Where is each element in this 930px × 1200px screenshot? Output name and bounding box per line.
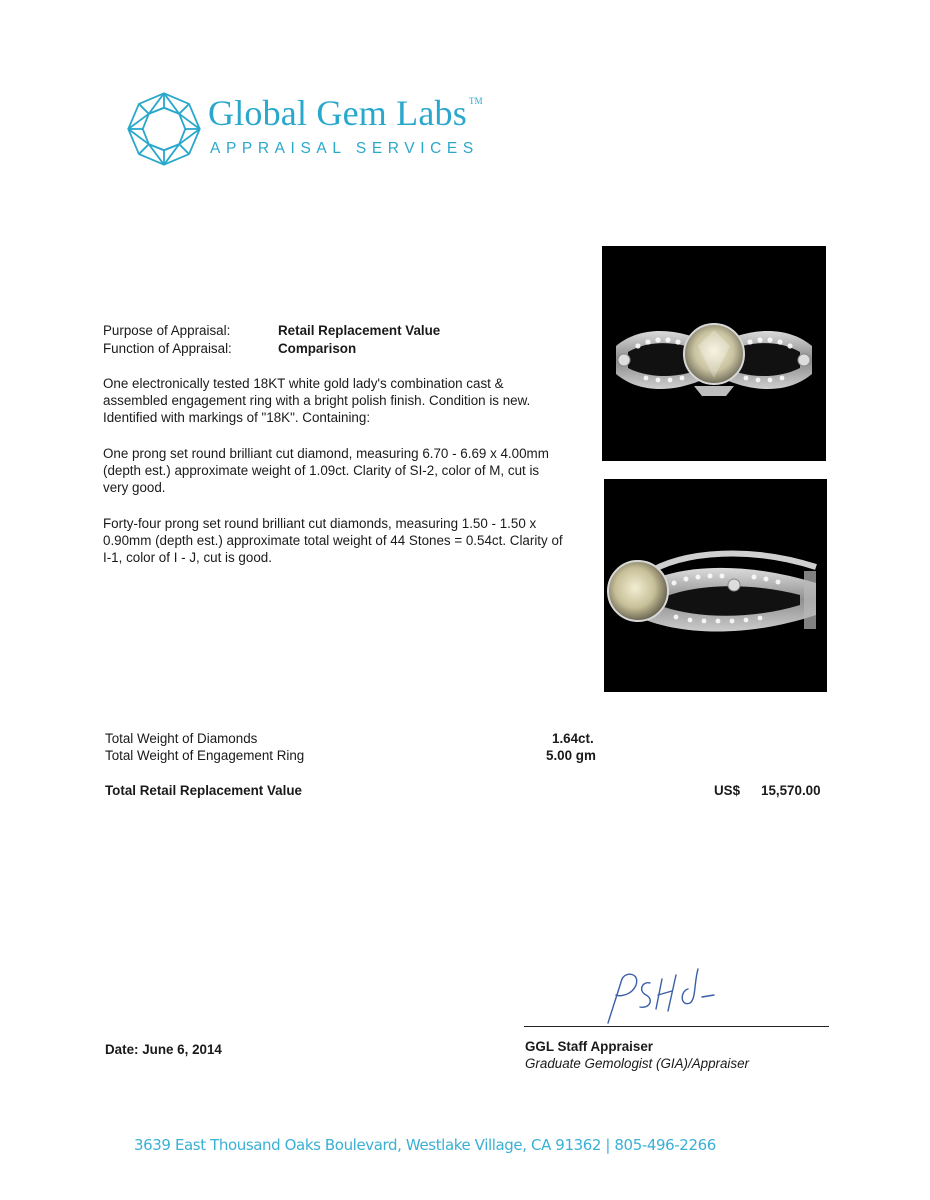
ring-weight-value: 5.00 gm — [546, 748, 596, 763]
diamond-weight-value: 1.64ct. — [552, 731, 594, 746]
item-description: One electronically tested 18KT white gold lady's combination cast & assembled engagement ring with a bright polish finish. Condition is new. Identified with markings of "18K". Containing: — [103, 376, 531, 425]
diamond-weight-label: Total Weight of Diamonds — [105, 731, 258, 746]
signature-line — [524, 1026, 829, 1027]
ring-photo-side — [604, 479, 827, 692]
side-stones-description: Forty-four prong set round brilliant cut diamonds, measuring 1.50 - 1.50 x 0.90mm (depth est.) approximate total weight of 44 Stones = 0.54ct. Clarity of I-1, color of I - J, cut is good. — [103, 516, 563, 565]
currency-label: US$ — [714, 783, 741, 798]
appraisal-date: Date: June 6, 2014 — [105, 1042, 222, 1057]
function-row — [103, 340, 356, 357]
retail-value-label: Total Retail Replacement Value — [105, 783, 302, 798]
purpose-value: Retail Replacement Value — [278, 323, 441, 338]
center-stone-description: One prong set round brilliant cut diamond, measuring 6.70 - 6.69 x 4.00mm (depth est.) approximate weight of 1.09ct. Clarity of SI-2, color of M, cut is very good. — [103, 446, 549, 495]
ring-weight-label: Total Weight of Engagement Ring — [105, 748, 305, 763]
purpose-row — [103, 322, 440, 339]
retail-value-amount: 15,570.00 — [761, 783, 821, 798]
brand-name: Global Gem Labs ™ — [208, 93, 483, 133]
trademark-mark: TM — [468, 96, 483, 106]
faceted-diamond-icon — [126, 91, 202, 167]
function-value: Comparison — [278, 341, 357, 356]
footer-address: 3639 East Thousand Oaks Boulevard, Westlake Village, CA 91362 | 805-496-2266 — [134, 1136, 716, 1154]
handwritten-signature — [600, 965, 720, 1027]
brand-tagline: APPRAISAL SERVICES — [210, 140, 479, 157]
purpose-label: Purpose of Appraisal: — [103, 323, 231, 338]
function-label: Function of Appraisal: — [103, 341, 232, 356]
signatory-name: GGL Staff Appraiser — [525, 1039, 653, 1054]
ring-photo-front — [602, 246, 826, 461]
signatory-title: Graduate Gemologist (GIA)/Appraiser — [525, 1056, 750, 1071]
